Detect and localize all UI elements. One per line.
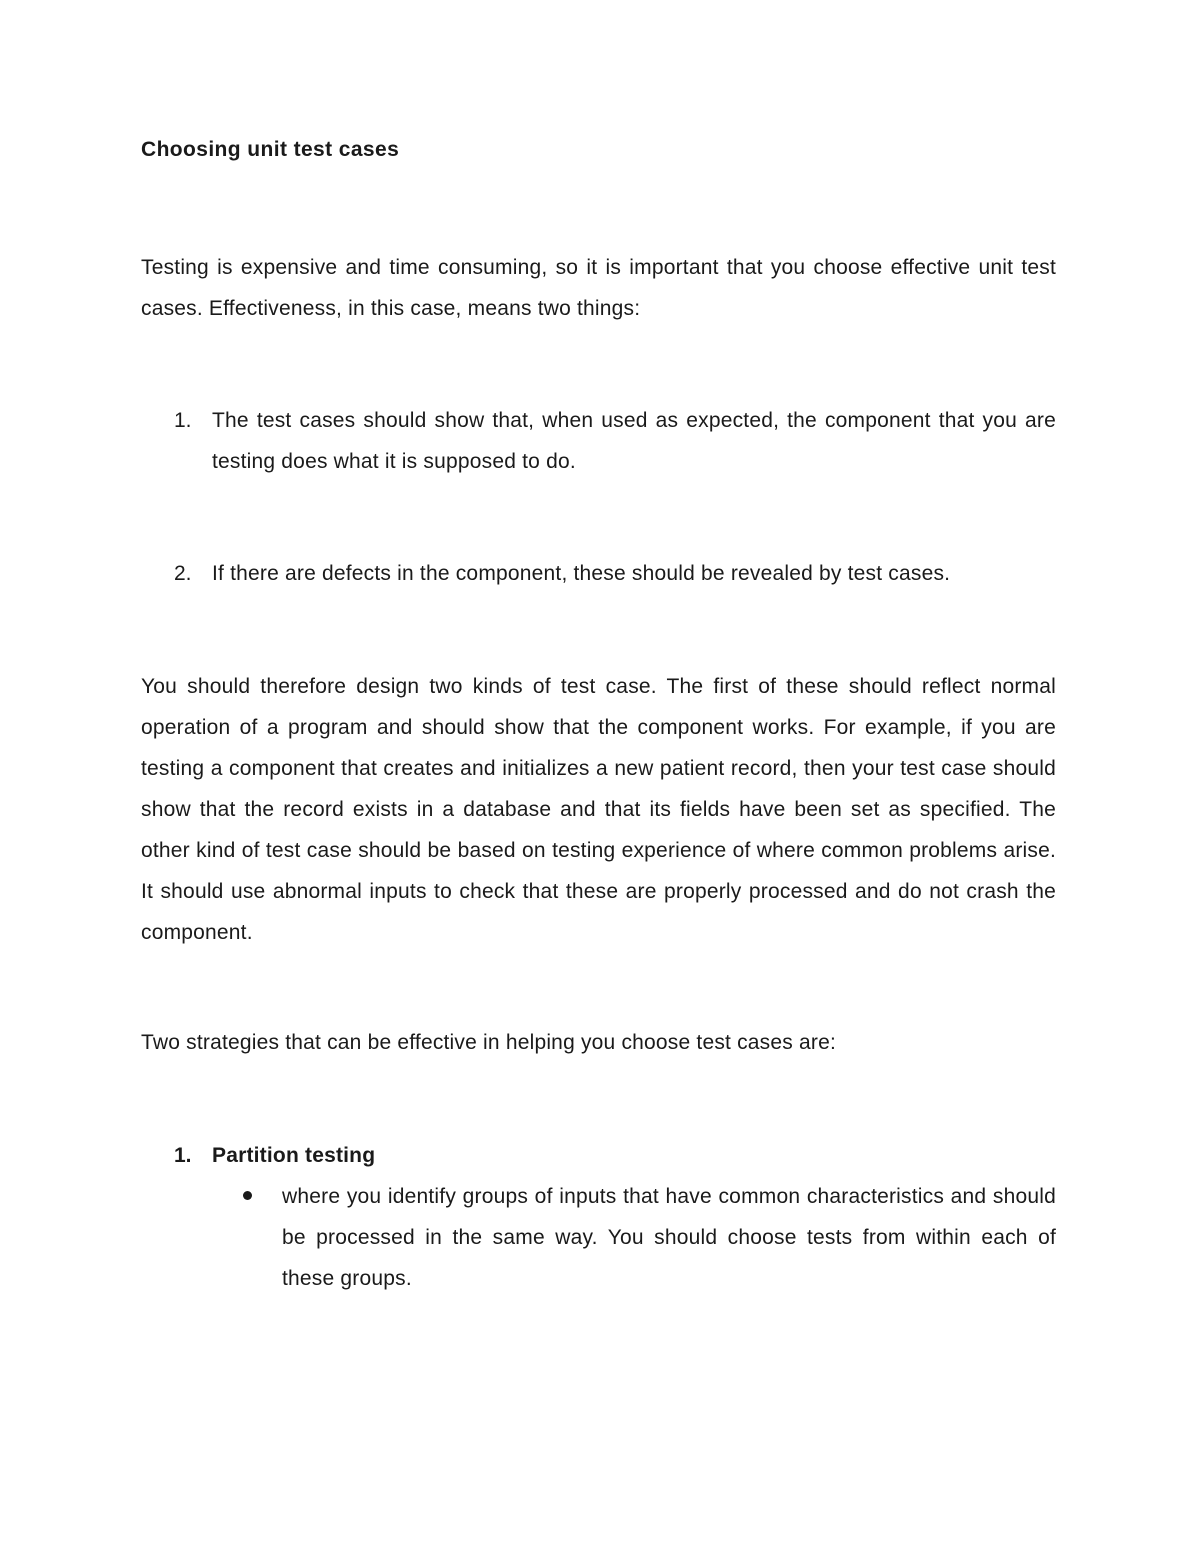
list-item-text: If there are defects in the component, these should be revealed by test cases. bbox=[212, 562, 951, 585]
document-title: Choosing unit test cases bbox=[141, 138, 400, 161]
strategies-intro-paragraph: Two strategies that can be effective in helping you choose test cases are: bbox=[141, 1031, 836, 1054]
strategy-heading: Partition testing bbox=[212, 1144, 376, 1167]
bullet-icon bbox=[243, 1191, 252, 1200]
strategy-bullet-text: where you identify groups of inputs that have common characteristics and should be processed in the same way. You should choose tests from within each of these groups. bbox=[282, 1185, 1056, 1290]
strategy-number: 1. bbox=[174, 1144, 192, 1167]
list-item-number: 1. bbox=[174, 409, 192, 432]
list-item-number: 2. bbox=[174, 562, 192, 585]
intro-paragraph: Testing is expensive and time consuming, so it is important that you choose effective unit test cases. Effectiveness, in this case, means two things: bbox=[141, 256, 1056, 320]
design-paragraph: You should therefore design two kinds of test case. The first of these should reflect normal operation of a program and should show that the component works. For example, if you are testing a component that creates and initializes a new patient record, then your test case should show that the record exists in a database and that its fields have been set as specified. The other kind of test case should be based on testing experience of where common problems arise. It should use abnormal inputs to check that these are properly processed and do not crash the component. bbox=[141, 675, 1056, 944]
list-item-text: The test cases should show that, when used as expected, the component that you are testing does what it is supposed to do. bbox=[212, 409, 1056, 473]
